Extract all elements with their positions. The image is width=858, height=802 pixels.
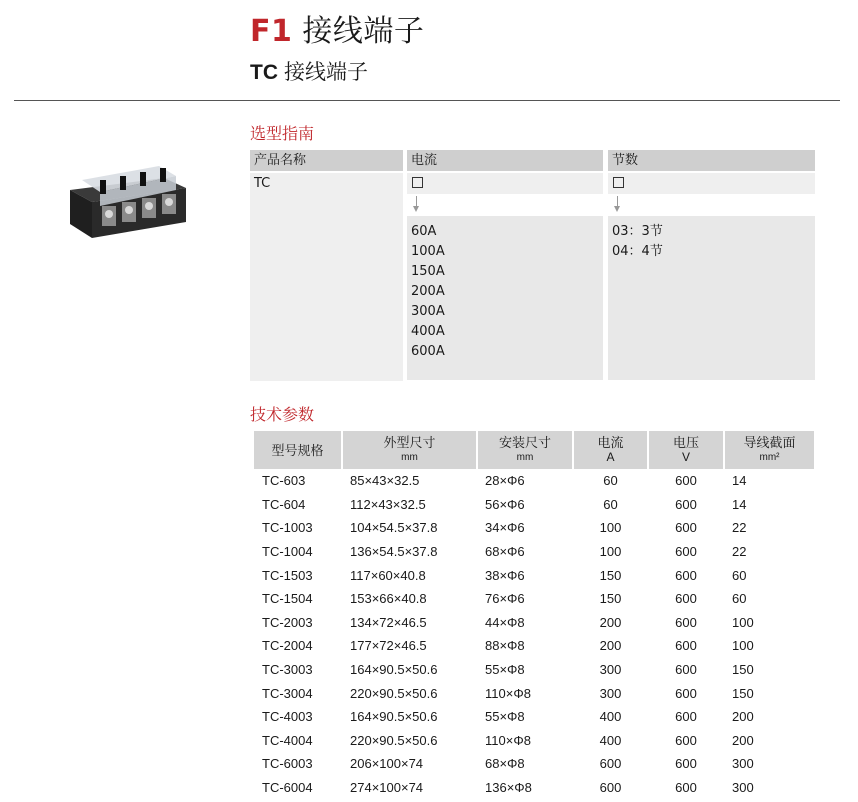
cell-model: TC-2004 [262, 638, 313, 654]
table-row [254, 469, 814, 493]
cell-wire: 14 [732, 496, 747, 512]
cell-wire: 300 [732, 756, 754, 772]
cell-mount: 110×Φ8 [485, 732, 531, 748]
cell-wire: 60 [732, 591, 747, 607]
table-row [254, 516, 814, 540]
cell-mount: 28×Φ6 [485, 473, 525, 489]
cell-model: TC-6004 [262, 780, 313, 796]
cell-mount: 76×Φ6 [485, 591, 525, 607]
current-option: 600A [411, 344, 445, 359]
col-header-model: 型号规格 [254, 431, 342, 469]
cell-model: TC-3003 [262, 662, 313, 678]
series-name: 接线端子 [302, 14, 425, 49]
model-name: 接线端子 [284, 60, 368, 84]
cell-model: TC-4004 [262, 732, 313, 748]
table-row [254, 752, 814, 776]
cell-outline: 117×60×40.8 [350, 567, 426, 583]
cell-current: 60 [603, 473, 618, 489]
cell-wire: 14 [732, 473, 747, 489]
cell-wire: 22 [732, 520, 747, 536]
cell-mount: 110×Φ8 [485, 685, 531, 701]
table-row [254, 729, 814, 753]
cell-voltage: 600 [675, 756, 697, 772]
current-option: 200A [411, 284, 445, 299]
cell-current: 100 [599, 544, 622, 560]
cell-wire: 100 [732, 614, 754, 630]
cell-current: 300 [599, 685, 622, 701]
checkbox-icon [412, 177, 423, 188]
current-option: 60A [411, 224, 437, 239]
col-header-current: 电流 A [573, 431, 648, 469]
cell-voltage: 600 [675, 473, 697, 489]
cell-voltage: 600 [675, 591, 697, 607]
cell-voltage: 600 [675, 780, 697, 796]
cell-wire: 60 [732, 567, 747, 583]
current-option: 150A [411, 264, 445, 279]
checkbox-icon [613, 177, 624, 188]
cell-outline: 206×100×74 [350, 756, 424, 772]
cell-outline: 112×43×32.5 [350, 496, 426, 512]
tech-title: 技术参数 [250, 405, 315, 424]
cell-voltage: 600 [675, 662, 697, 678]
current-option: 100A [411, 244, 445, 259]
cell-current: 100 [599, 520, 622, 536]
cell-mount: 68×Φ6 [485, 544, 525, 560]
cell-voltage: 600 [675, 685, 697, 701]
cell-model: TC-1004 [262, 544, 313, 560]
cell-mount: 56×Φ6 [485, 496, 525, 512]
cell-outline: 177×72×46.5 [350, 638, 427, 654]
product-subtitle [250, 56, 368, 86]
col-header-mount: 安装尺寸 mm [477, 431, 573, 469]
table-row [254, 705, 814, 729]
cell-outline: 220×90.5×50.6 [350, 732, 438, 748]
cell-outline: 85×43×32.5 [350, 473, 420, 489]
section-option: 04：4节 [612, 244, 663, 259]
cell-wire: 150 [732, 662, 754, 678]
guide-title: 选型指南 [250, 124, 315, 143]
cell-outline: 274×100×74 [350, 780, 424, 796]
cell-model: TC-1003 [262, 520, 313, 536]
cell-wire: 200 [732, 709, 754, 725]
cell-wire: 150 [732, 685, 754, 701]
col-header-outline: 外型尺寸 mm [342, 431, 477, 469]
cell-voltage: 600 [675, 544, 697, 560]
cell-outline: 220×90.5×50.6 [350, 685, 438, 701]
cell-current: 150 [599, 567, 622, 583]
cell-current: 60 [603, 496, 618, 512]
table-row [254, 681, 814, 705]
current-option: 400A [411, 324, 445, 339]
cell-model: TC-1504 [262, 591, 313, 607]
table-row [254, 587, 814, 611]
cell-voltage: 600 [675, 709, 697, 725]
cell-current: 300 [599, 662, 622, 678]
cell-mount: 55×Φ8 [485, 709, 525, 725]
cell-model: TC-3004 [262, 685, 313, 701]
cell-mount: 136×Φ8 [485, 780, 532, 796]
cell-outline: 164×90.5×50.6 [350, 662, 438, 678]
down-arrow-icon [608, 194, 815, 216]
cell-outline: 136×54.5×37.8 [350, 544, 438, 560]
cell-outline: 153×66×40.8 [350, 591, 427, 607]
guide-col-product [250, 150, 403, 381]
cell-current: 600 [599, 756, 622, 772]
header-divider [14, 100, 840, 101]
guide-value-product: TC [250, 173, 403, 194]
col-header-voltage: 电压 V [648, 431, 724, 469]
table-row [254, 634, 814, 658]
cell-mount: 44×Φ8 [485, 614, 525, 630]
table-row [254, 611, 814, 635]
cell-current: 200 [599, 614, 622, 630]
cell-model: TC-4003 [262, 709, 313, 725]
cell-voltage: 600 [675, 638, 697, 654]
guide-header-current: 电流 [407, 150, 603, 171]
cell-model: TC-604 [262, 496, 306, 512]
cell-voltage: 600 [675, 732, 697, 748]
table-row [254, 563, 814, 587]
cell-wire: 100 [732, 638, 754, 654]
section-options [608, 216, 815, 380]
tech-table [254, 431, 814, 799]
cell-current: 200 [599, 638, 622, 654]
model-code: TC [250, 61, 278, 84]
guide-col-sections [608, 150, 815, 380]
cell-current: 600 [599, 780, 622, 796]
cell-wire: 22 [732, 544, 747, 560]
cell-outline: 134×72×46.5 [350, 614, 427, 630]
cell-voltage: 600 [675, 496, 697, 512]
guide-product-fill [250, 194, 403, 381]
current-option: 300A [411, 304, 445, 319]
cell-voltage: 600 [675, 520, 697, 536]
cell-current: 400 [599, 732, 622, 748]
cell-wire: 200 [732, 732, 754, 748]
guide-col-current [407, 150, 603, 380]
table-row [254, 540, 814, 564]
selection-guide [250, 150, 815, 380]
cell-mount: 88×Φ8 [485, 638, 525, 654]
cell-mount: 55×Φ8 [485, 662, 525, 678]
section-option: 03：3节 [612, 224, 663, 239]
cell-outline: 164×90.5×50.6 [350, 709, 438, 725]
col-header-wire: 导线截面 mm² [724, 431, 814, 469]
cell-outline: 104×54.5×37.8 [350, 520, 438, 536]
guide-header-sections: 节数 [608, 150, 815, 171]
cell-mount: 34×Φ6 [485, 520, 525, 536]
cell-model: TC-1503 [262, 567, 313, 583]
terminal-block-image [64, 150, 194, 240]
cell-model: TC-603 [262, 473, 306, 489]
table-row [254, 658, 814, 682]
series-code: F1 [250, 14, 293, 49]
current-options [407, 216, 603, 380]
down-arrow-icon [407, 194, 603, 216]
tech-header-row [254, 431, 814, 469]
guide-header-product: 产品名称 [250, 150, 403, 171]
cell-model: TC-2003 [262, 614, 313, 630]
table-row [254, 776, 814, 800]
guide-sections-placeholder [608, 173, 815, 194]
cell-wire: 300 [732, 780, 754, 796]
page-title [250, 6, 424, 50]
cell-current: 150 [599, 591, 622, 607]
cell-voltage: 600 [675, 567, 697, 583]
cell-mount: 38×Φ6 [485, 567, 525, 583]
guide-current-placeholder [407, 173, 603, 194]
cell-mount: 68×Φ8 [485, 756, 525, 772]
cell-current: 400 [599, 709, 622, 725]
table-row [254, 493, 814, 517]
cell-model: TC-6003 [262, 756, 313, 772]
cell-voltage: 600 [675, 614, 697, 630]
